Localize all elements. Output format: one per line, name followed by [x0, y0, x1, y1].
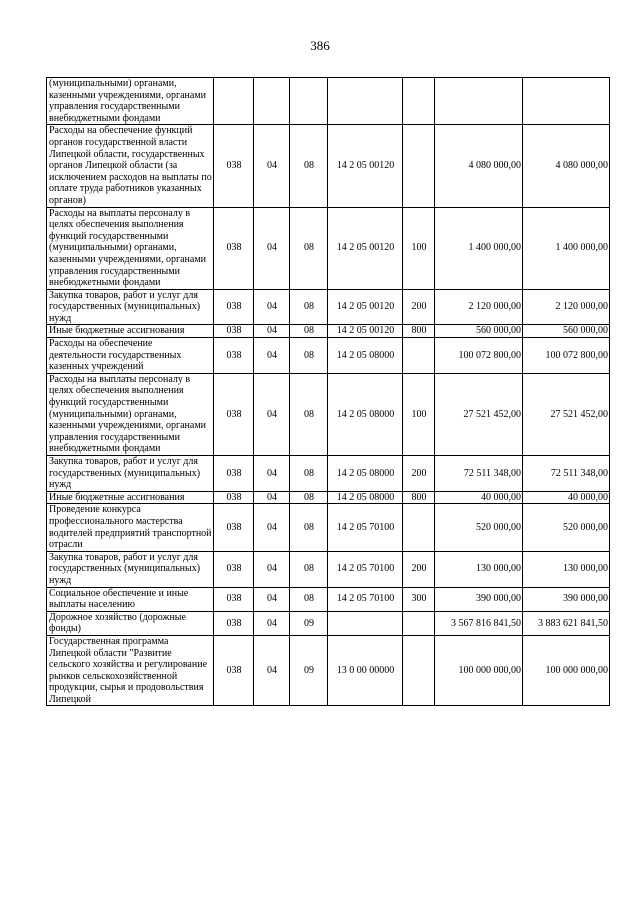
expense-name-cell: Расходы на обеспечение функций органов государственной власти Липецкой области, государственных органов Липецкой области (за исключением расходов на выплаты по оплате труда работников указанных органов)	[47, 125, 214, 207]
amount-year1-cell: 1 400 000,00	[435, 207, 523, 289]
expense-type-cell: 200	[403, 289, 435, 325]
target-article-cell: 14 2 05 08000	[328, 491, 403, 504]
expense-type-cell: 100	[403, 373, 435, 455]
expense-type-cell: 200	[403, 456, 435, 492]
table-row	[47, 207, 610, 289]
expense-name-cell: Иные бюджетные ассигнования	[47, 491, 214, 504]
section-code-cell: 04	[254, 491, 290, 504]
target-article-cell: 14 2 05 00120	[328, 325, 403, 338]
expense-name-cell: (муниципальными) органами, казенными учреждениями, органами управления государственными внебюджетными фондами	[47, 78, 214, 125]
target-article-cell: 14 2 05 08000	[328, 373, 403, 455]
admin-code-cell: 038	[214, 504, 254, 551]
amount-year1-cell: 3 567 816 841,50	[435, 611, 523, 635]
amount-year2-cell: 100 072 800,00	[523, 338, 610, 374]
amount-year1-cell: 100 072 800,00	[435, 338, 523, 374]
subsection-code-cell: 08	[290, 551, 328, 587]
table-row	[47, 373, 610, 455]
section-code-cell: 04	[254, 611, 290, 635]
admin-code-cell: 038	[214, 456, 254, 492]
section-code-cell: 04	[254, 551, 290, 587]
expense-type-cell	[403, 338, 435, 374]
section-code-cell: 04	[254, 635, 290, 706]
amount-year2-cell: 100 000 000,00	[523, 635, 610, 706]
amount-year1-cell: 560 000,00	[435, 325, 523, 338]
subsection-code-cell: 08	[290, 456, 328, 492]
admin-code-cell: 038	[214, 338, 254, 374]
amount-year2-cell: 1 400 000,00	[523, 207, 610, 289]
section-code-cell: 04	[254, 373, 290, 455]
admin-code-cell: 038	[214, 207, 254, 289]
target-article-cell: 14 2 05 00120	[328, 289, 403, 325]
amount-year1-cell: 390 000,00	[435, 587, 523, 611]
amount-year2-cell: 27 521 452,00	[523, 373, 610, 455]
subsection-code-cell: 09	[290, 611, 328, 635]
admin-code-cell: 038	[214, 587, 254, 611]
table-row	[47, 611, 610, 635]
section-code-cell: 04	[254, 504, 290, 551]
expense-type-cell: 800	[403, 491, 435, 504]
table-row	[47, 504, 610, 551]
table-row	[47, 78, 610, 125]
subsection-code-cell: 08	[290, 504, 328, 551]
expense-name-cell: Расходы на выплаты персоналу в целях обеспечения выполнения функций государственными (муниципальными) органами, казенными учреждениями, органами управления государственными внебюджетными фондами	[47, 373, 214, 455]
table-row	[47, 587, 610, 611]
amount-year1-cell: 100 000 000,00	[435, 635, 523, 706]
target-article-cell: 14 2 05 08000	[328, 456, 403, 492]
table-row	[47, 456, 610, 492]
section-code-cell: 04	[254, 456, 290, 492]
admin-code-cell	[214, 78, 254, 125]
expense-type-cell	[403, 635, 435, 706]
expense-type-cell: 300	[403, 587, 435, 611]
amount-year2-cell: 560 000,00	[523, 325, 610, 338]
expense-type-cell	[403, 78, 435, 125]
target-article-cell	[328, 611, 403, 635]
amount-year1-cell: 4 080 000,00	[435, 125, 523, 207]
amount-year2-cell: 390 000,00	[523, 587, 610, 611]
expense-name-cell: Дорожное хозяйство (дорожные фонды)	[47, 611, 214, 635]
expense-type-cell: 800	[403, 325, 435, 338]
table-row	[47, 338, 610, 374]
amount-year1-cell: 520 000,00	[435, 504, 523, 551]
subsection-code-cell: 08	[290, 373, 328, 455]
expense-name-cell: Закупка товаров, работ и услуг для государственных (муниципальных) нужд	[47, 551, 214, 587]
target-article-cell: 14 2 05 70100	[328, 587, 403, 611]
expense-type-cell	[403, 611, 435, 635]
subsection-code-cell	[290, 78, 328, 125]
section-code-cell: 04	[254, 207, 290, 289]
amount-year1-cell: 130 000,00	[435, 551, 523, 587]
expense-type-cell	[403, 125, 435, 207]
amount-year2-cell: 40 000,00	[523, 491, 610, 504]
table-row	[47, 325, 610, 338]
section-code-cell: 04	[254, 125, 290, 207]
page-number: 386	[310, 38, 330, 53]
subsection-code-cell: 09	[290, 635, 328, 706]
expense-type-cell: 200	[403, 551, 435, 587]
subsection-code-cell: 08	[290, 587, 328, 611]
table-row	[47, 635, 610, 706]
section-code-cell: 04	[254, 338, 290, 374]
amount-year1-cell	[435, 78, 523, 125]
target-article-cell: 14 2 05 00120	[328, 207, 403, 289]
subsection-code-cell: 08	[290, 289, 328, 325]
amount-year1-cell: 72 511 348,00	[435, 456, 523, 492]
target-article-cell: 14 2 05 70100	[328, 504, 403, 551]
amount-year2-cell	[523, 78, 610, 125]
expense-name-cell: Социальное обеспечение и иные выплаты населению	[47, 587, 214, 611]
admin-code-cell: 038	[214, 611, 254, 635]
subsection-code-cell: 08	[290, 125, 328, 207]
amount-year2-cell: 520 000,00	[523, 504, 610, 551]
subsection-code-cell: 08	[290, 338, 328, 374]
expense-name-cell: Закупка товаров, работ и услуг для государственных (муниципальных) нужд	[47, 289, 214, 325]
expense-name-cell: Проведение конкурса профессионального мастерства водителей предприятий транспортной отрасли	[47, 504, 214, 551]
target-article-cell: 13 0 00 00000	[328, 635, 403, 706]
admin-code-cell: 038	[214, 325, 254, 338]
target-article-cell: 14 2 05 08000	[328, 338, 403, 374]
expense-type-cell	[403, 504, 435, 551]
amount-year2-cell: 130 000,00	[523, 551, 610, 587]
target-article-cell: 14 2 05 70100	[328, 551, 403, 587]
target-article-cell: 14 2 05 00120	[328, 125, 403, 207]
budget-table	[46, 77, 610, 706]
target-article-cell	[328, 78, 403, 125]
amount-year2-cell: 4 080 000,00	[523, 125, 610, 207]
amount-year1-cell: 27 521 452,00	[435, 373, 523, 455]
expense-type-cell: 100	[403, 207, 435, 289]
section-code-cell: 04	[254, 289, 290, 325]
table-row	[47, 491, 610, 504]
subsection-code-cell: 08	[290, 207, 328, 289]
amount-year2-cell: 2 120 000,00	[523, 289, 610, 325]
admin-code-cell: 038	[214, 491, 254, 504]
amount-year2-cell: 3 883 621 841,50	[523, 611, 610, 635]
section-code-cell	[254, 78, 290, 125]
admin-code-cell: 038	[214, 289, 254, 325]
expense-name-cell: Расходы на выплаты персоналу в целях обеспечения выполнения функций государственными (муниципальными) органами, казенными учреждениями, органами управления государственными внебюджетными фондами	[47, 207, 214, 289]
expense-name-cell: Закупка товаров, работ и услуг для государственных (муниципальных) нужд	[47, 456, 214, 492]
admin-code-cell: 038	[214, 635, 254, 706]
table-row	[47, 289, 610, 325]
admin-code-cell: 038	[214, 125, 254, 207]
amount-year1-cell: 40 000,00	[435, 491, 523, 504]
subsection-code-cell: 08	[290, 491, 328, 504]
section-code-cell: 04	[254, 325, 290, 338]
expense-name-cell: Расходы на обеспечение деятельности государственных казенных учреждений	[47, 338, 214, 374]
subsection-code-cell: 08	[290, 325, 328, 338]
expense-name-cell: Иные бюджетные ассигнования	[47, 325, 214, 338]
table-row	[47, 551, 610, 587]
admin-code-cell: 038	[214, 373, 254, 455]
table-row	[47, 125, 610, 207]
admin-code-cell: 038	[214, 551, 254, 587]
amount-year1-cell: 2 120 000,00	[435, 289, 523, 325]
expense-name-cell: Государственная программа Липецкой области "Развитие сельского хозяйства и регулирование рынков сельскохозяйственной продукции, сырья и продовольствия Липецкой	[47, 635, 214, 706]
amount-year2-cell: 72 511 348,00	[523, 456, 610, 492]
section-code-cell: 04	[254, 587, 290, 611]
